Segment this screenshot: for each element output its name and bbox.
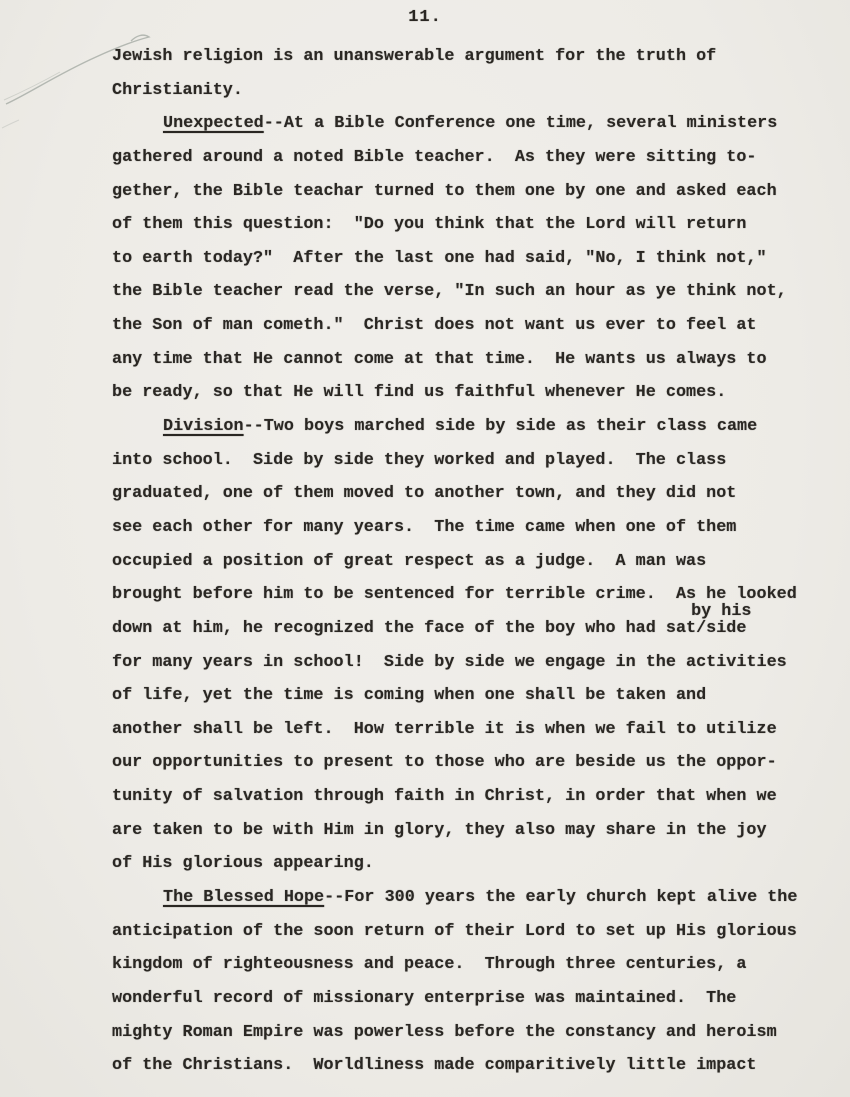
paragraph-heading-unexpected: Unexpected (163, 114, 264, 134)
text-line: to earth today?" After the last one had said, "No, I think not," (112, 248, 767, 268)
text-line: are taken to be with Him in glory, they also may share in the joy (112, 820, 767, 840)
page-number: 11. (408, 8, 442, 27)
paragraph-text: --At a Bible Conference one time, several ministers (263, 114, 778, 134)
paragraph-heading-line (112, 881, 832, 915)
text-line: tunity of salvation through faith in Christ, in order that when we (112, 787, 777, 807)
text-line: anticipation of the soon return of their Lord to set up His glorious (112, 921, 797, 941)
paragraph-text: --Two boys marched side by side as their class came (243, 417, 758, 437)
text-line: the Bible teacher read the verse, "In such an hour as ye think not, (112, 282, 787, 302)
text-line: brought before him to be sentenced for terrible crime. As he looked (112, 585, 797, 605)
text-line: Jewish religion is an unanswerable argument for the truth of (112, 47, 717, 66)
line-pre: down at him, he recognized the face of the boy who had sat/ (112, 618, 707, 638)
insertion-anchor (691, 601, 752, 646)
text-line: for many years in school! Side by side we engage in the activities (112, 652, 787, 672)
paragraph-heading-line (112, 107, 832, 141)
text-line: graduated, one of them moved to another town, and they did not (112, 484, 737, 504)
text-line: kingdom of righteousness and peace. Through three centuries, a (112, 955, 747, 975)
text-line: be ready, so that He will find us faithful whenever He comes. (112, 383, 727, 403)
text-line: of life, yet the time is coming when one shall be taken and (112, 686, 707, 706)
text-line: the Son of man cometh." Christ does not want us ever to feel at (112, 316, 757, 336)
text-line: our opportunities to present to those who are beside us the oppor- (112, 753, 777, 773)
text-line: of them this question: "Do you think that the Lord will return (112, 215, 747, 235)
text-line-with-insertion (112, 601, 832, 646)
paragraph-heading-division: Division (163, 417, 244, 437)
text-line: of the Christians. Worldliness made comparitively little impact (112, 1056, 757, 1076)
text-line: Christianity. (112, 80, 243, 100)
text-line: any time that He cannot come at that time. He wants us always to (112, 349, 767, 369)
text-line: mighty Roman Empire was powerless before the constancy and heroism (112, 1022, 777, 1042)
paragraph-heading-blessed-hope: The Blessed Hope (163, 888, 325, 908)
text-line: gathered around a noted Bible teacher. As they were sitting to- (112, 147, 757, 167)
paragraph-text: --For 300 years the early church kept alive the (324, 888, 798, 908)
line-post: side (706, 618, 747, 638)
text-line: see each other for many years. The time came when one of them (112, 517, 737, 537)
text-line: of His glorious appearing. (112, 854, 374, 874)
typewritten-text-block (112, 40, 832, 1083)
text-line: another shall be left. How terrible it is when we fail to utilize (112, 719, 777, 739)
text-line: wonderful record of missionary enterprise was maintained. The (112, 988, 737, 1008)
text-line: into school. Side by side they worked and played. The class (112, 450, 727, 470)
paragraph-heading-line (112, 410, 832, 444)
typed-insertion: by his (691, 601, 752, 621)
text-line: occupied a position of great respect as a judge. A man was (112, 551, 707, 571)
text-line: gether, the Bible teachar turned to them one by one and asked each (112, 181, 777, 201)
